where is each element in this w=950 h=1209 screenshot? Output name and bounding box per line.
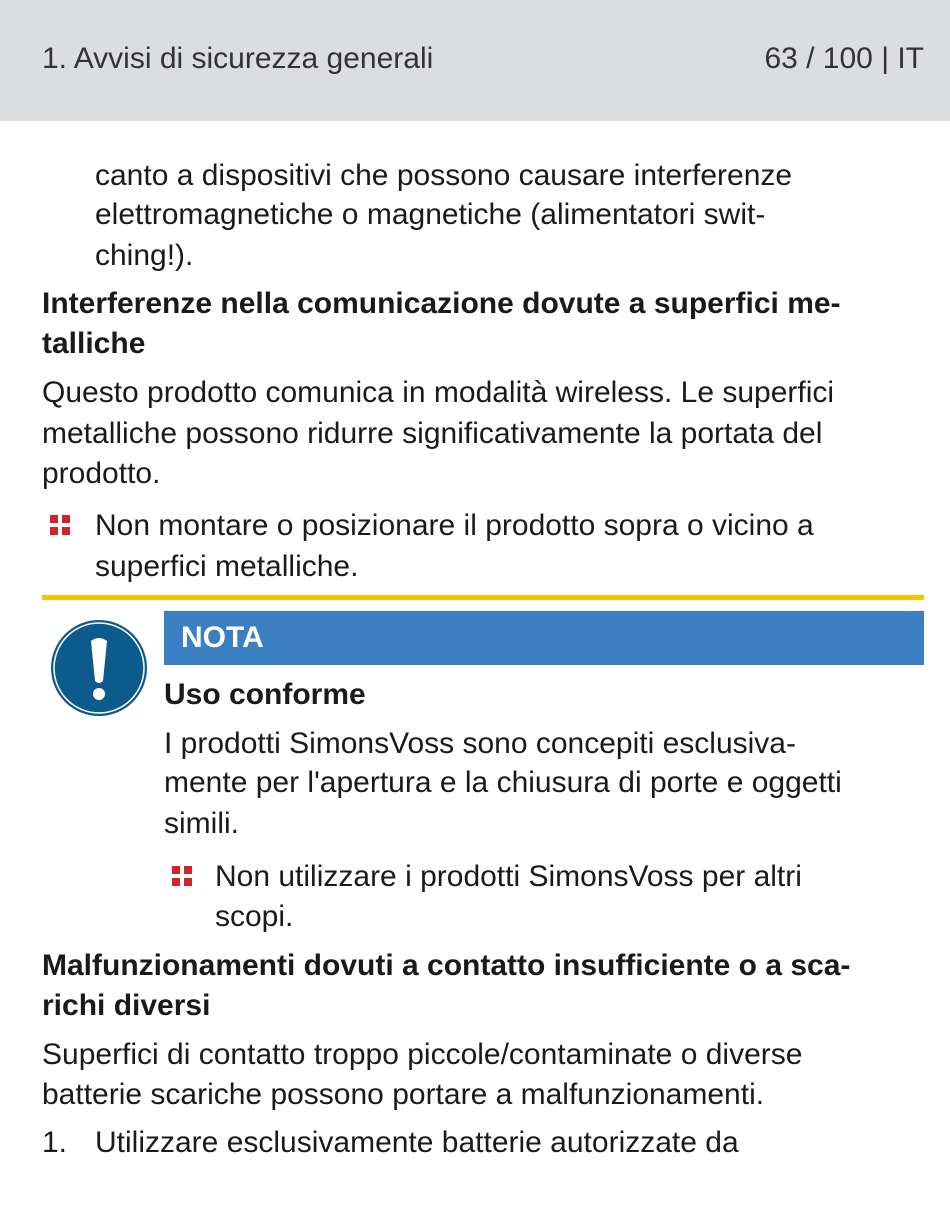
section-heading: Interferenze nella comunicazione dovute a superfici me- [42, 287, 841, 320]
body-text: prodotto. [42, 457, 161, 490]
bullet-text: scopi. [215, 900, 294, 933]
page-number: 63 / 100 | IT [764, 42, 924, 75]
page-header [0, 0, 950, 121]
body-text: metalliche possono ridurre significativamente la portata del [42, 417, 823, 450]
note-label: NOTA [164, 611, 924, 665]
note-text: I prodotti SimonsVoss sono concepiti esclusiva- [164, 727, 796, 760]
body-text: canto a dispositivi che possono causare interferenze [95, 159, 793, 192]
bullet-text: Non montare o posizionare il prodotto sopra o vicino a [95, 509, 814, 542]
bullet-text: superfici metalliche. [95, 550, 359, 583]
body-text: elettromagnetiche o magnetiche (alimentatori swit- [95, 198, 766, 231]
bullet-icon [172, 866, 192, 886]
step-text: Utilizzare esclusivamente batterie autorizzate da [95, 1126, 739, 1159]
section-title: 1. Avvisi di sicurezza generali [42, 42, 434, 75]
step-number: 1. [42, 1126, 68, 1159]
note-divider [42, 595, 924, 600]
section-heading: talliche [42, 327, 146, 360]
body-text: Superfici di contatto troppo piccole/contaminate o diverse [42, 1038, 803, 1071]
bullet-icon [50, 515, 70, 535]
body-text: batterie scariche possono portare a malfunzionamenti. [42, 1078, 765, 1111]
section-heading: richi diversi [42, 989, 211, 1022]
section-heading: Malfunzionamenti dovuti a contatto insufficiente o a sca- [42, 949, 851, 982]
note-text: mente per l'apertura e la chiusura di porte e oggetti [164, 766, 842, 799]
body-text: Questo prodotto comunica in modalità wireless. Le superfici [42, 376, 835, 409]
body-text: ching!). [95, 239, 194, 272]
bullet-text: Non utilizzare i prodotti SimonsVoss per altri [215, 860, 802, 893]
exclamation-icon [50, 619, 148, 717]
note-heading: Uso conforme [164, 678, 366, 711]
note-text: simili. [164, 807, 239, 840]
